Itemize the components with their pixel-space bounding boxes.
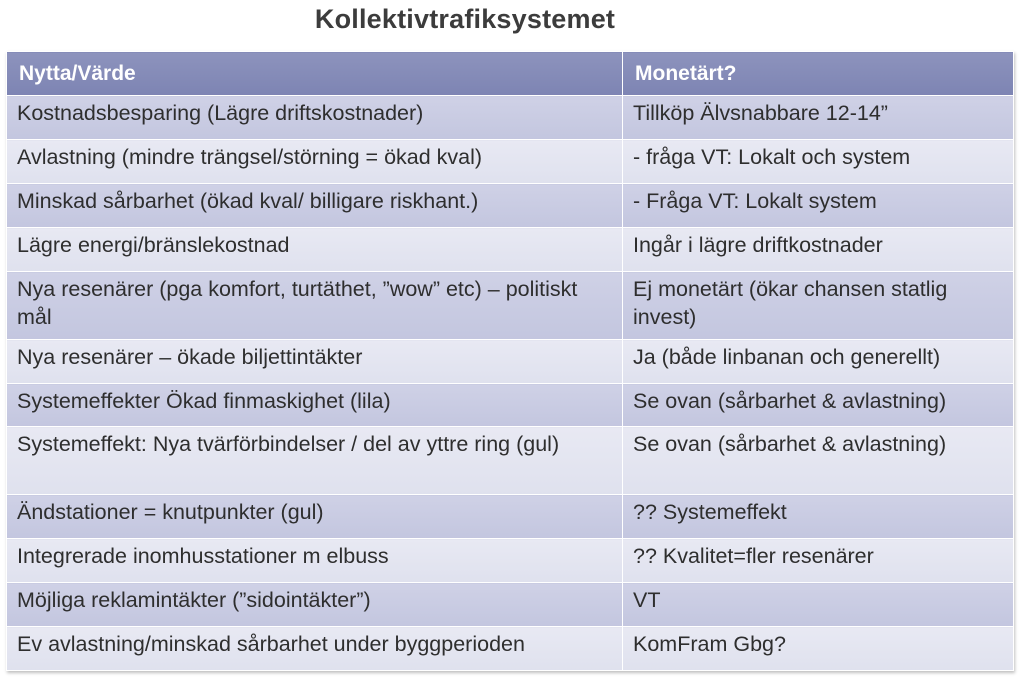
benefit-cell: Möjliga reklamintäkter (”sidointäkter”) [7, 583, 623, 627]
benefit-cell: Lägre energi/bränslekostnad [7, 228, 623, 272]
benefit-cell: Systemeffekter Ökad finmaskighet (lila) [7, 384, 623, 427]
monetary-cell: - Fråga VT: Lokalt system [623, 184, 1014, 228]
table-row [7, 228, 1014, 272]
table-row [7, 184, 1014, 228]
monetary-cell: ?? Systemeffekt [623, 495, 1014, 539]
table-row [7, 427, 1014, 495]
monetary-cell: - fråga VT: Lokalt och system [623, 140, 1014, 184]
benefit-cell: Ev avlastning/minskad sårbarhet under byggperioden [7, 627, 623, 671]
monetary-cell: Se ovan (sårbarhet & avlastning) [623, 427, 1014, 495]
benefit-cell: Integrerade inomhusstationer m elbuss [7, 539, 623, 583]
monetary-cell: Ej monetärt (ökar chansen statlig invest) [623, 272, 1014, 340]
benefit-cell: Minskad sårbarhet (ökad kval/ billigare riskhant.) [7, 184, 623, 228]
benefit-cell: Nya resenärer – ökade biljettintäkter [7, 340, 623, 384]
benefit-cell: Ändstationer = knutpunkter (gul) [7, 495, 623, 539]
table-row [7, 384, 1014, 427]
table-header-row [7, 52, 1014, 96]
monetary-cell: Se ovan (sårbarhet & avlastning) [623, 384, 1014, 427]
column-header-benefit: Nytta/Värde [7, 52, 623, 96]
benefit-cell: Avlastning (mindre trängsel/störning = ökad kval) [7, 140, 623, 184]
table-row [7, 340, 1014, 384]
monetary-cell: VT [623, 583, 1014, 627]
benefit-cell: Systemeffekt: Nya tvärförbindelser / del av yttre ring (gul) [7, 427, 623, 495]
table-row [7, 539, 1014, 583]
table-row [7, 96, 1014, 140]
monetary-cell: KomFram Gbg? [623, 627, 1014, 671]
table-row [7, 272, 1014, 340]
table-row [7, 140, 1014, 184]
monetary-cell: ?? Kvalitet=fler resenärer [623, 539, 1014, 583]
table-row [7, 627, 1014, 671]
monetary-cell: Tillköp Älvsnabbare 12-14” [623, 96, 1014, 140]
benefit-table [6, 51, 1014, 671]
benefit-cell: Nya resenärer (pga komfort, turtäthet, ”wow” etc) – politiskt mål [7, 272, 623, 340]
monetary-cell: Ingår i lägre driftkostnader [623, 228, 1014, 272]
benefit-cell: Kostnadsbesparing (Lägre driftskostnader) [7, 96, 623, 140]
table-row [7, 495, 1014, 539]
table-row [7, 583, 1014, 627]
monetary-cell: Ja (både linbanan och generellt) [623, 340, 1014, 384]
page-title: Kollektivtrafiksystemet [314, 4, 616, 34]
column-header-monetary: Monetärt? [623, 52, 1014, 96]
